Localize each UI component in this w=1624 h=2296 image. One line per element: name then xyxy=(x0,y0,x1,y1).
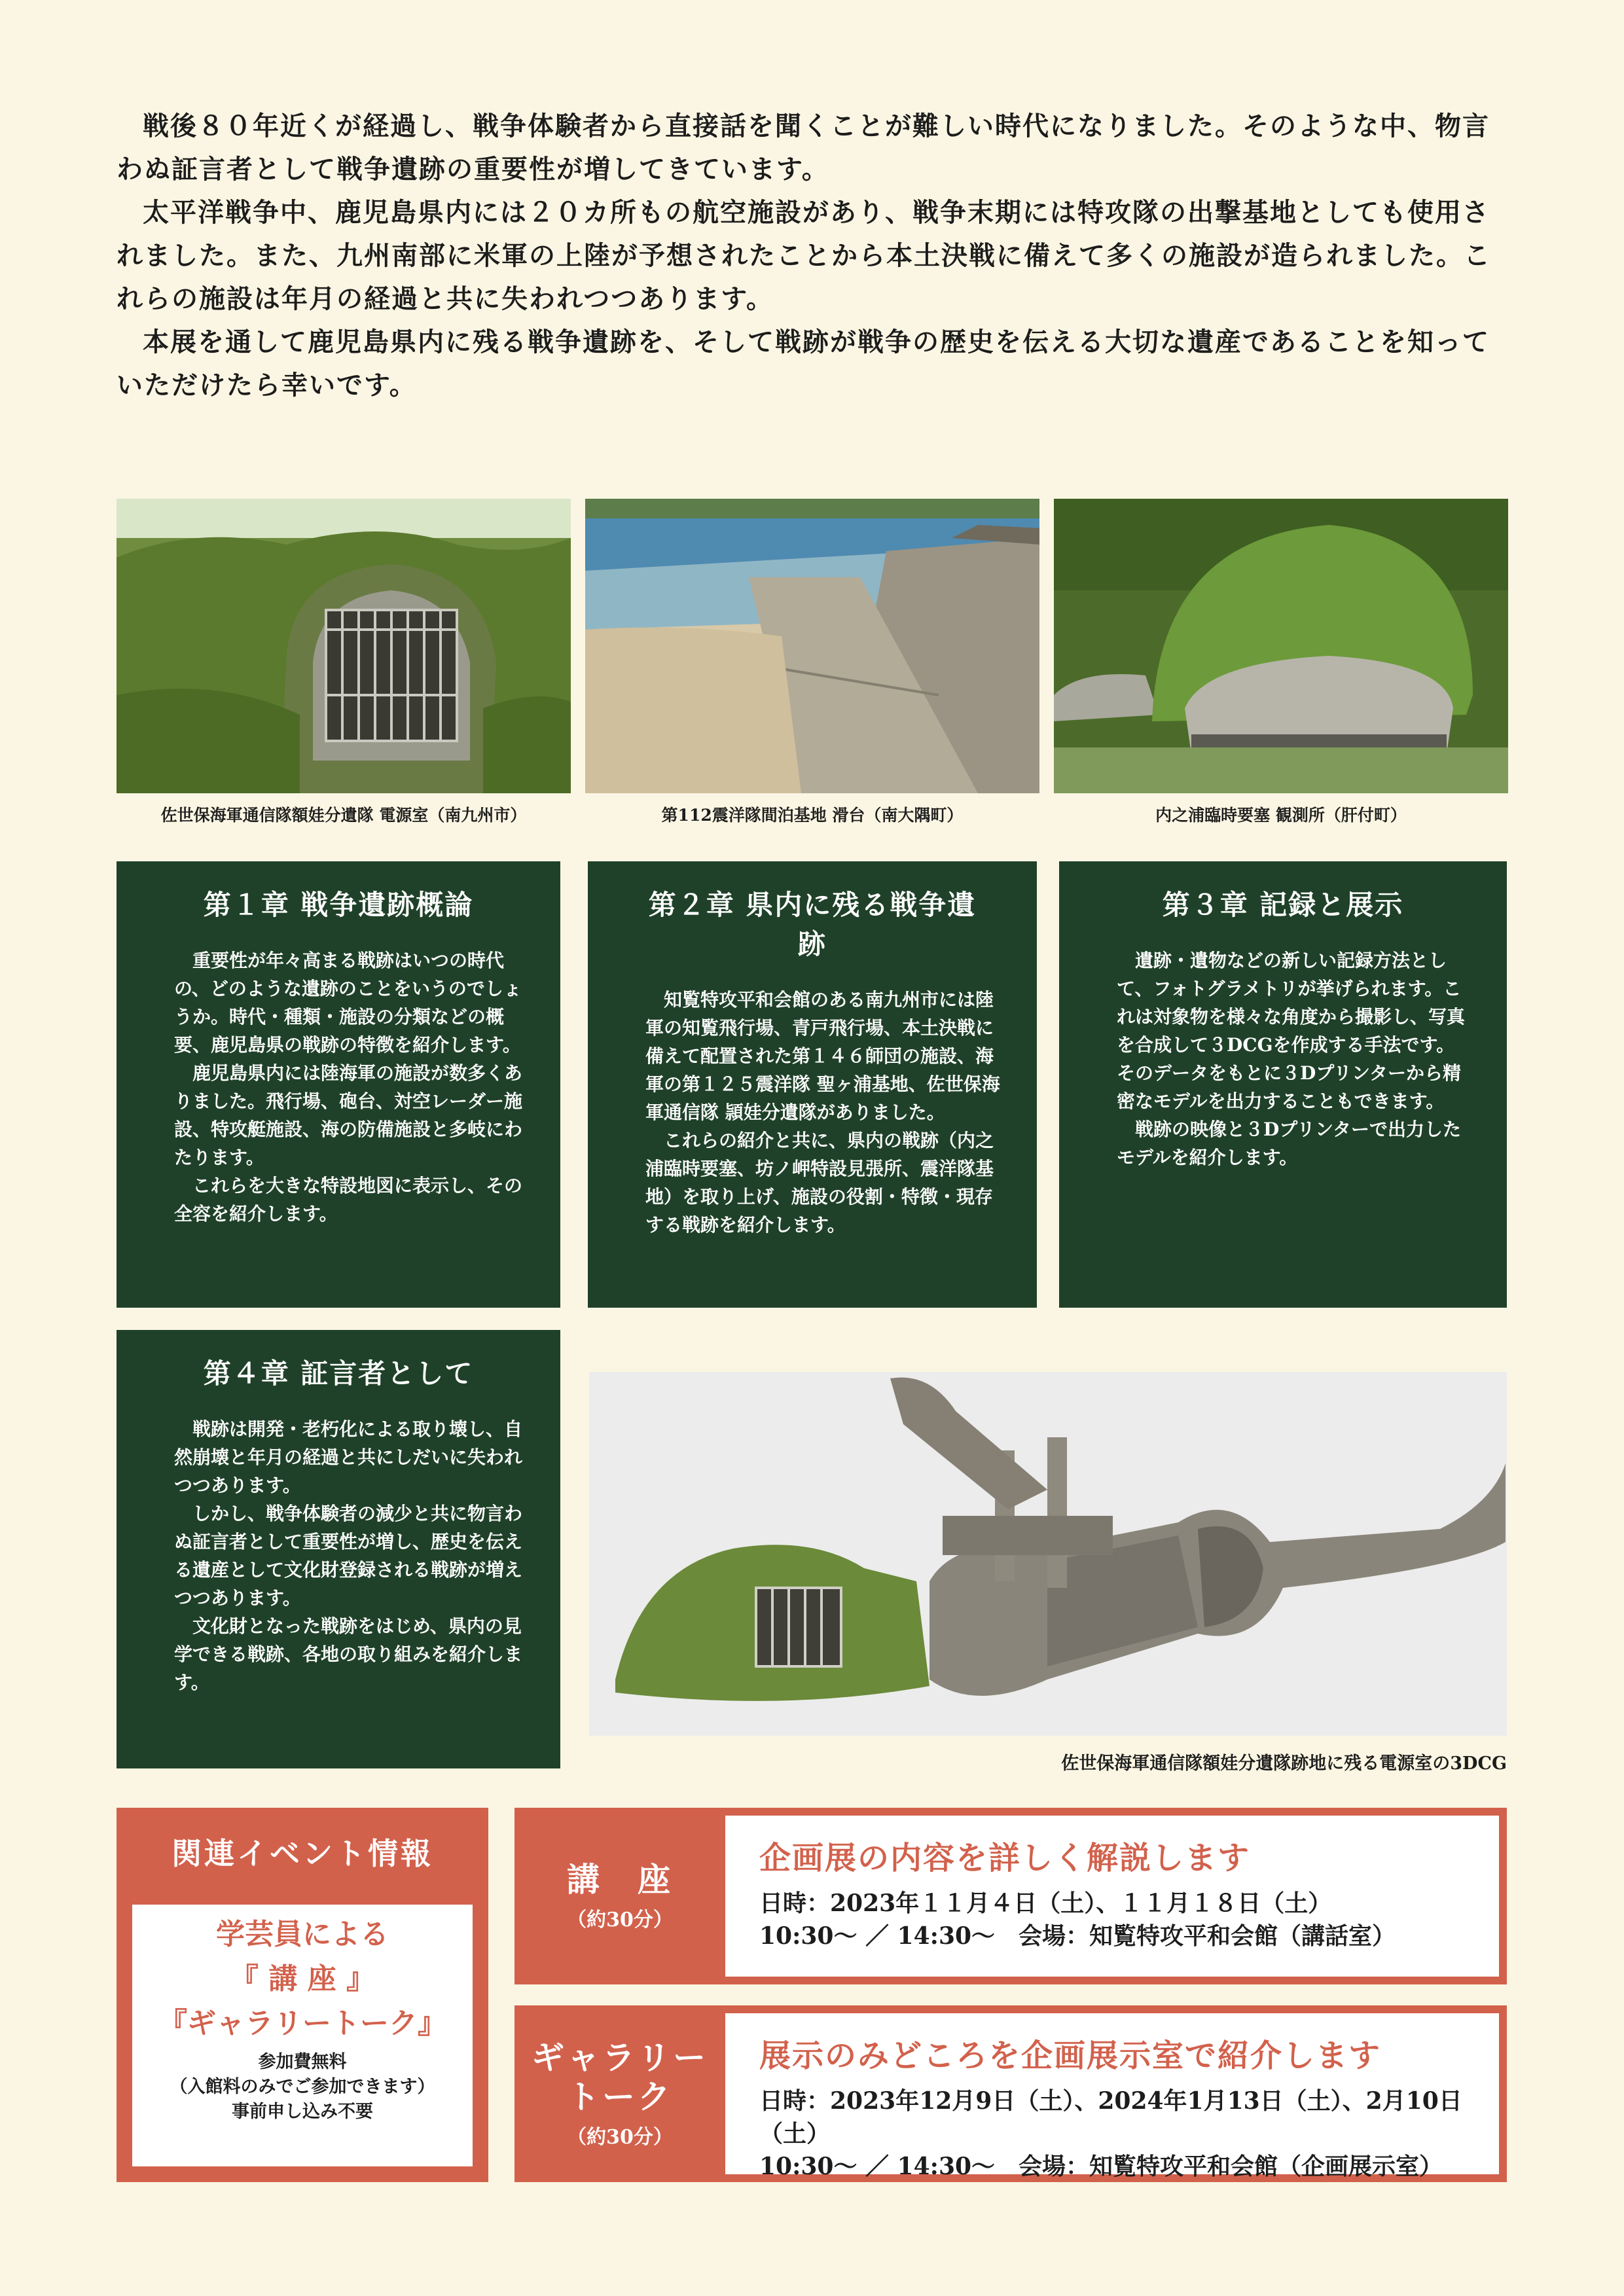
event-fee-note: （入館料のみでご参加できます） xyxy=(170,2077,435,2097)
gallery-talk-time-place: 10:30〜 ／ 14:30〜 会場：知覧特攻平和会館（企画展示室） xyxy=(759,2153,1443,2180)
chapter-title: 第１章 戦争遺跡概論 xyxy=(203,889,474,921)
lecture-title: 講 座 xyxy=(567,1860,673,1899)
chapter-2 xyxy=(588,861,1037,1308)
gallery-talk-date: 日時：2023年12月9日（土）、2024年1月13日（土）、2月10日（土） xyxy=(759,2087,1462,2147)
gallery-talk-event xyxy=(514,2005,1507,2182)
lecture-headline: 企画展の内容を詳しく解説します xyxy=(759,1840,1251,1876)
lecture-label xyxy=(514,1808,725,1984)
event-registration-note: 事前申し込み不要 xyxy=(232,2102,373,2122)
event-fee-note: 参加費無料 xyxy=(258,2052,347,2072)
photo-caption: 佐世保海軍通信隊額娃分遺隊 電源室（南九州市） xyxy=(160,806,527,825)
intro-paragraph: 太平洋戦争中、鹿児島県内には２０カ所もの航空施設があり、戦争末期には特攻隊の出撃基地としても使用されました。また、九州南部に米軍の上陸が予想されたことから本土決戦に備えて多くの施設が造られました。これらの施設は年月の経過と共に失われつつあります。 xyxy=(117,197,1491,314)
chapter-title: 第３章 記録と展示 xyxy=(1162,889,1404,921)
event-line: 『 講 座 』 xyxy=(230,1962,375,1996)
chapter-1 xyxy=(117,861,560,1308)
gallery-talk-duration: （約30分） xyxy=(567,2126,673,2149)
chapter-paragraph: 文化財となった戦跡をはじめ、県内の見学できる戦跡、各地の取り組みを紹介します。 xyxy=(174,1615,523,1693)
chapter-paragraph: 戦跡は開発・老朽化による取り壊し、自然崩壊と年月の経過と共にしだいに失われつつあります。 xyxy=(174,1418,523,1496)
gallery-talk-headline: 展示のみどころを企画展示室で紹介します xyxy=(759,2037,1382,2074)
lecture-content xyxy=(725,1816,1499,1977)
intro-paragraph: 本展を通して鹿児島県内に残る戦争遺跡を、そして戦跡が戦争の歴史を伝える大切な遺産であることを知っていただけたら幸いです。 xyxy=(117,327,1490,401)
chapter-title: 第２章 県内に残る戦争遺跡 xyxy=(648,889,977,960)
model-caption: 佐世保海軍通信隊額娃分遺隊跡地に残る電源室の3DCG xyxy=(1061,1753,1507,1774)
event-line: 学芸員による xyxy=(216,1918,389,1951)
lecture-duration: （約30分） xyxy=(567,1909,673,1931)
related-event-box xyxy=(117,1808,488,2182)
chapter-paragraph: これらを大きな特設地図に表示し、その全容を紹介します。 xyxy=(174,1175,523,1225)
photo-power-room xyxy=(117,499,571,793)
3dcg-model-image xyxy=(589,1372,1507,1736)
photo-slipway xyxy=(585,499,1039,793)
chapter-paragraph: 戦跡の映像と３Dプリンターで出力したモデルを紹介します。 xyxy=(1117,1119,1462,1168)
gallery-talk-title: ギャラリー xyxy=(532,2038,708,2077)
gallery-talk-label xyxy=(514,2005,725,2182)
photo-observation-post xyxy=(1054,499,1508,793)
chapter-3 xyxy=(1059,861,1507,1308)
photo-caption: 第112震洋隊間泊基地 滑台（南大隅町） xyxy=(661,806,964,825)
chapter-paragraph: 鹿児島県内には陸海軍の施設が数多くありました。飛行場、砲台、対空レーダー施設、特攻艇施設、海の防備施設と多岐にわたります。 xyxy=(174,1062,523,1168)
chapter-paragraph: これらの紹介と共に、県内の戦跡（内之浦臨時要塞、坊ノ岬特設見張所、震洋隊基地）を取り上げ、施設の役割・特徴・現存する戦跡を紹介します。 xyxy=(645,1130,994,1236)
lecture-event xyxy=(514,1808,1507,1984)
intro-text xyxy=(117,105,1507,407)
intro-paragraph: 戦後８０年近くが経過し、戦争体験者から直接話を聞くことが難しい時代になりました。そのような中、物言わぬ証言者として戦争遺跡の重要性が増してきています。 xyxy=(117,111,1490,185)
gallery-talk-title: トーク xyxy=(567,2077,673,2116)
gallery-talk-content xyxy=(725,2013,1499,2180)
chapter-paragraph: しかし、戦争体験者の減少と共に物言わぬ証言者として重要性が増し、歴史を伝える遺産として文化財登録される戦跡が増えつつあります。 xyxy=(174,1503,523,1609)
chapter-4 xyxy=(117,1330,560,1768)
lecture-date: 日時：2023年１１月４日（土）、１１月１８日（土） xyxy=(759,1890,1332,1917)
chapter-paragraph: 知覧特攻平和会館のある南九州市には陸軍の知覧飛行場、青戸飛行場、本土決戦に備えて配置された第１４６師団の施設、海軍の第１２５震洋隊 聖ヶ浦基地、佐世保海軍通信隊 頴娃分遺隊がありました。 xyxy=(645,989,1000,1123)
photo-caption: 内之浦臨時要塞 観測所（肝付町） xyxy=(1155,806,1407,825)
lecture-time-place: 10:30〜 ／ 14:30〜 会場：知覧特攻平和会館（講話室） xyxy=(759,1922,1396,1950)
chapter-paragraph: 重要性が年々高まる戦跡はいつの時代の、どのような遺跡のことをいうのでしょうか。時代・種類・施設の分類などの概要、鹿児島県の戦跡の特徴を紹介します。 xyxy=(174,950,522,1056)
event-title: 関連イベント情報 xyxy=(171,1836,433,1871)
event-line: 『ギャラリートーク』 xyxy=(158,2007,446,2040)
chapter-title: 第４章 証言者として xyxy=(203,1357,474,1390)
event-details xyxy=(132,1905,473,2166)
chapter-paragraph: 遺跡・遺物などの新しい記録方法として、フォトグラメトリが挙げられます。これは対象物を様々な角度から撮影し、写真を合成して３DCGを作成する手法です。そのデータをもとに３Dプリンターから精密なモデルを出力することもできます。 xyxy=(1117,950,1466,1112)
